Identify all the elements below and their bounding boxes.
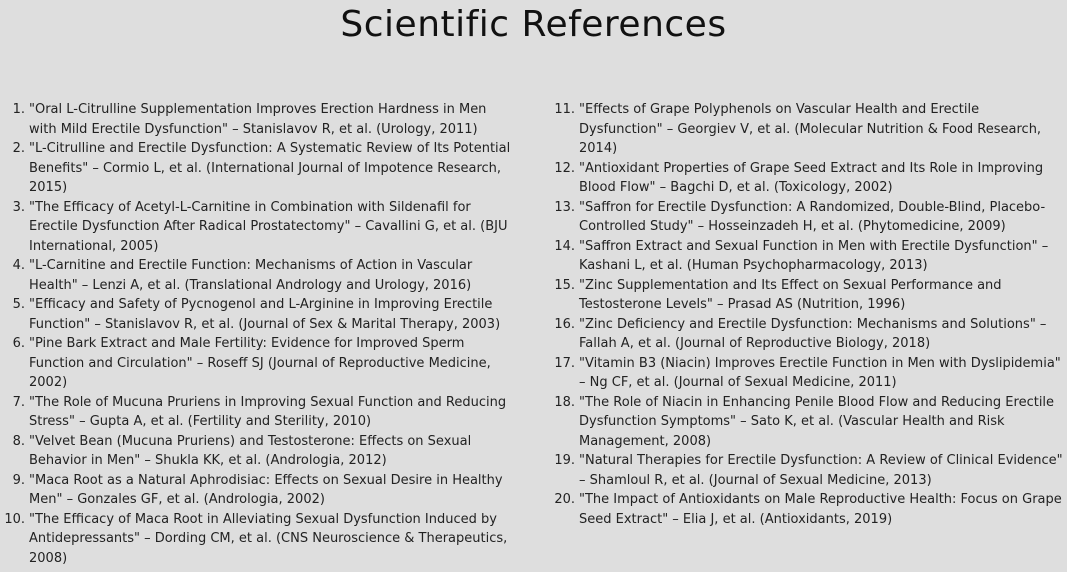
reference-item	[552, 276, 1066, 315]
reference-item	[0, 256, 515, 295]
reference-item	[0, 139, 515, 198]
references-list-right	[552, 100, 1066, 529]
reference-text: "L-Carnitine and Erectile Function: Mechanisms of Action in Vascular Health" – Lenzi A, et al. (Translational Andrology and Urology, 2016)	[29, 258, 473, 293]
reference-text: "Pine Bark Extract and Male Fertility: Evidence for Improved Sperm Function and Circulation" – Roseff SJ (Journal of Reproductive Medicine, 2002)	[29, 336, 491, 390]
reference-item	[552, 393, 1066, 452]
reference-text: "The Efficacy of Maca Root in Alleviating Sexual Dysfunction Induced by Antidepressants" – Dording CM, et al. (CNS Neuroscience & Therapeutics, 2008)	[29, 511, 508, 566]
reference-item	[552, 198, 1066, 237]
reference-number: 1.	[12, 102, 25, 117]
reference-item	[552, 237, 1066, 276]
reference-item	[0, 393, 515, 432]
reference-item	[0, 295, 515, 334]
reference-number: 8.	[12, 433, 25, 449]
reference-text: "The Efficacy of Acetyl-L-Carnitine in Combination with Sildenafil for Erectile Dysfunction After Radical Prostatectomy" – Cavallini G, et al. (BJU International, 2005)	[29, 199, 508, 254]
reference-number: 18.	[554, 394, 575, 410]
reference-item	[552, 315, 1066, 354]
reference-item	[0, 334, 515, 393]
reference-text: "Velvet Bean (Mucuna Pruriens) and Testosterone: Effects on Sexual Behavior in Men" – Shukla KK, et al. (Andrologia, 2012)	[29, 433, 472, 468]
reference-text: "Antioxidant Properties of Grape Seed Extract and Its Role in Improving Blood Flow" – Bagchi D, et al. (Toxicology, 2002)	[579, 160, 1044, 195]
reference-number: 10.	[4, 511, 25, 527]
reference-item	[552, 354, 1066, 393]
reference-text: "The Impact of Antioxidants on Male Reproductive Health: Focus on Grape Seed Extract" – Elia J, et al. (Antioxidants, 2019)	[579, 492, 1062, 527]
reference-text: "Zinc Deficiency and Erectile Dysfunction: Mechanisms and Solutions" – Fallah A, et al. (Journal of Reproductive Biology, 2018)	[579, 316, 1047, 351]
reference-item	[552, 490, 1066, 529]
reference-text: "Oral L-Citrulline Supplementation Improves Erection Hardness in Men with Mild Erectile Dysfunction" – Stanislavov R, et al. (Urology, 2011)	[29, 102, 487, 137]
reference-number: 12.	[554, 160, 575, 176]
reference-text: "Natural Therapies for Erectile Dysfunction: A Review of Clinical Evidence" – Shamloul R, et al. (Journal of Sexual Medicine, 2013)	[579, 453, 1063, 488]
reference-number: 11.	[554, 102, 575, 117]
reference-text: "The Role of Mucuna Pruriens in Improving Sexual Function and Reducing Stress" – Gupta A, et al. (Fertility and Sterility, 2010)	[29, 394, 507, 429]
reference-text: "Effects of Grape Polyphenols on Vascular Health and Erectile Dysfunction" – Georgiev V, et al. (Molecular Nutrition & Food Research, 2014)	[579, 102, 1042, 156]
reference-number: 17.	[554, 355, 575, 371]
reference-text: "L-Citrulline and Erectile Dysfunction: A Systematic Review of Its Potential Benefits" – Cormio L, et al. (International Journal of Impotence Research, 2015)	[29, 141, 511, 195]
reference-number: 16.	[554, 316, 575, 332]
reference-item	[0, 510, 515, 569]
reference-number: 15.	[554, 277, 575, 293]
reference-number: 9.	[12, 472, 25, 488]
reference-item	[0, 471, 515, 510]
reference-item	[552, 100, 1066, 159]
reference-text: "Efficacy and Safety of Pycnogenol and L-Arginine in Improving Erectile Function" – Stanislavov R, et al. (Journal of Sex & Marital Therapy, 2003)	[29, 297, 501, 332]
reference-item	[0, 432, 515, 471]
reference-item	[552, 159, 1066, 198]
references-list-left	[0, 100, 515, 568]
reference-number: 6.	[12, 336, 25, 351]
reference-number: 5.	[12, 297, 25, 312]
page-title: Scientific References	[340, 4, 727, 45]
reference-number: 14.	[554, 238, 575, 254]
reference-number: 4.	[12, 258, 25, 273]
reference-number: 7.	[12, 394, 25, 410]
reference-text: "The Role of Niacin in Enhancing Penile Blood Flow and Reducing Erectile Dysfunction Symptoms" – Sato K, et al. (Vascular Health and Risk Management, 2008)	[579, 394, 1055, 449]
reference-item	[0, 100, 515, 139]
reference-text: "Zinc Supplementation and Its Effect on Sexual Performance and Testosterone Levels" – Prasad AS (Nutrition, 1996)	[579, 277, 1002, 312]
reference-number: 3.	[12, 199, 25, 215]
reference-item	[552, 451, 1066, 490]
reference-text: "Vitamin B3 (Niacin) Improves Erectile Function in Men with Dyslipidemia" – Ng CF, et al. (Journal of Sexual Medicine, 2011)	[579, 355, 1061, 390]
reference-text: "Saffron Extract and Sexual Function in Men with Erectile Dysfunction" – Kashani L, et al. (Human Psychopharmacology, 2013)	[579, 238, 1049, 273]
reference-text: "Saffron for Erectile Dysfunction: A Randomized, Double-Blind, Placebo-Controlled Study" – Hosseinzadeh H, et al. (Phytomedicine, 2009)	[579, 199, 1046, 234]
reference-item	[0, 198, 515, 257]
reference-number: 13.	[554, 199, 575, 215]
reference-number: 20.	[554, 492, 575, 507]
reference-text: "Maca Root as a Natural Aphrodisiac: Effects on Sexual Desire in Healthy Men" – Gonzales GF, et al. (Andrologia, 2002)	[29, 472, 503, 507]
reference-number: 2.	[12, 141, 25, 156]
reference-number: 19.	[554, 453, 575, 468]
